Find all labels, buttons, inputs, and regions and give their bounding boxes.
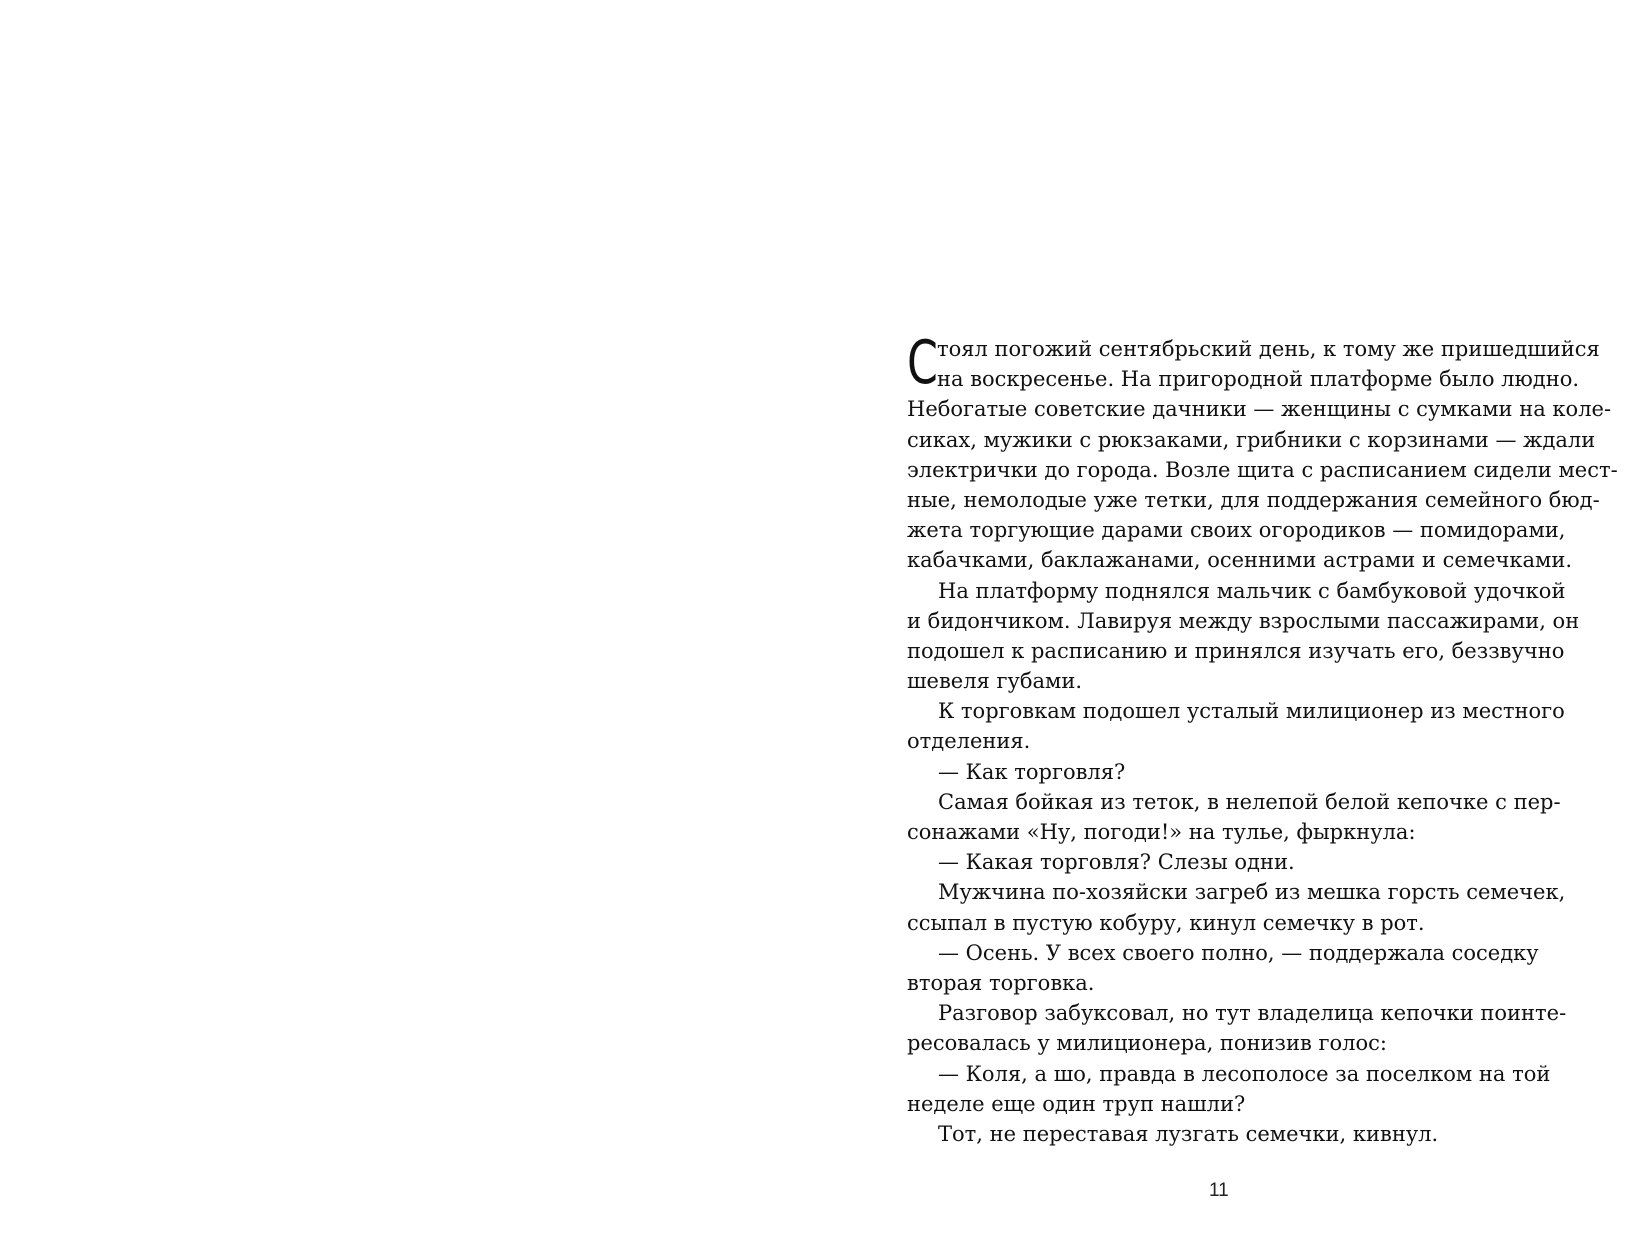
text-line: шевеля губами. (907, 669, 1082, 694)
dialogue-paragraph (907, 847, 1530, 877)
text-line: электрички до города. Возле щита с расписанием сидели мест- (907, 457, 1618, 482)
paragraph (907, 787, 1561, 847)
text-line: Мужчина по-хозяйски загреб из мешка горсть семечек, (938, 880, 1566, 905)
text-line: вторая торговка. (907, 970, 1095, 995)
dialogue-paragraph (907, 757, 1530, 787)
text-line: на воскресенье. На пригородной платформе было людно. (937, 367, 1580, 392)
text-line: — Коля, а шо, правда в лесополосе за поселком на той (938, 1061, 1551, 1086)
text-line: неделе еще один труп нашли? (907, 1091, 1246, 1116)
text-line: отделения. (907, 729, 1031, 754)
body-text (907, 328, 1618, 1149)
text-line: Тот, не переставая лузгать семечки, кивнул. (938, 1121, 1439, 1146)
text-line: К торговкам подошел усталый милиционер из местного (938, 699, 1565, 724)
dialogue-paragraph (907, 1059, 1551, 1119)
text-line: — Как торговля? (938, 759, 1126, 784)
text-line: Самая бойкая из теток, в нелепой белой кепочке с пер- (938, 789, 1561, 814)
opening-paragraph (907, 328, 1618, 576)
text-line: — Осень. У всех своего полно, — поддержала соседку (938, 940, 1539, 965)
text-line: Небогатые советские дачники — женщины с сумками на коле- (907, 397, 1612, 422)
text-line: подошел к расписанию и принялся изучать его, беззвучно (907, 638, 1565, 663)
text-line: сиках, мужики с рюкзаками, грибники с корзинами — ждали (907, 427, 1596, 452)
text-line: сонажами «Ну, погоди!» на тулье, фыркнула: (907, 820, 1416, 844)
text-line: тоял погожий сентябрьский день, к тому же пришедшийся (937, 337, 1600, 361)
text-line: ссыпал в пустую кобуру, кинул семечку в рот. (907, 910, 1425, 935)
paragraph (907, 696, 1565, 756)
text-line: кабачками, баклажанами, осенними астрами и семечками. (907, 548, 1573, 573)
page-number-text: 11 (1209, 1180, 1229, 1201)
paragraph (907, 877, 1566, 937)
drop-cap-letter: С (907, 328, 938, 398)
dialogue-paragraph (907, 938, 1539, 998)
paragraph (907, 576, 1580, 697)
text-line: Разговор забуксовал, но тут владелица кепочки поинте- (938, 1001, 1567, 1026)
text-line: ные, немолодые уже тетки, для поддержания семейного бюд- (907, 487, 1600, 512)
text-line: жета торгующие дарами своих огородиков — помидорами, (907, 518, 1566, 543)
right-page (815, 0, 1630, 1252)
paragraph (907, 1119, 1530, 1149)
text-line: ресовалась у милиционера, понизив голос: (907, 1031, 1387, 1056)
text-line: — Какая торговля? Слезы одни. (938, 850, 1295, 875)
text-line: На платформу поднялся мальчик с бамбуковой удочкой (938, 578, 1566, 603)
paragraph (907, 998, 1567, 1058)
text-line: и бидончиком. Лавируя между взрослыми пассажирами, он (907, 608, 1580, 633)
